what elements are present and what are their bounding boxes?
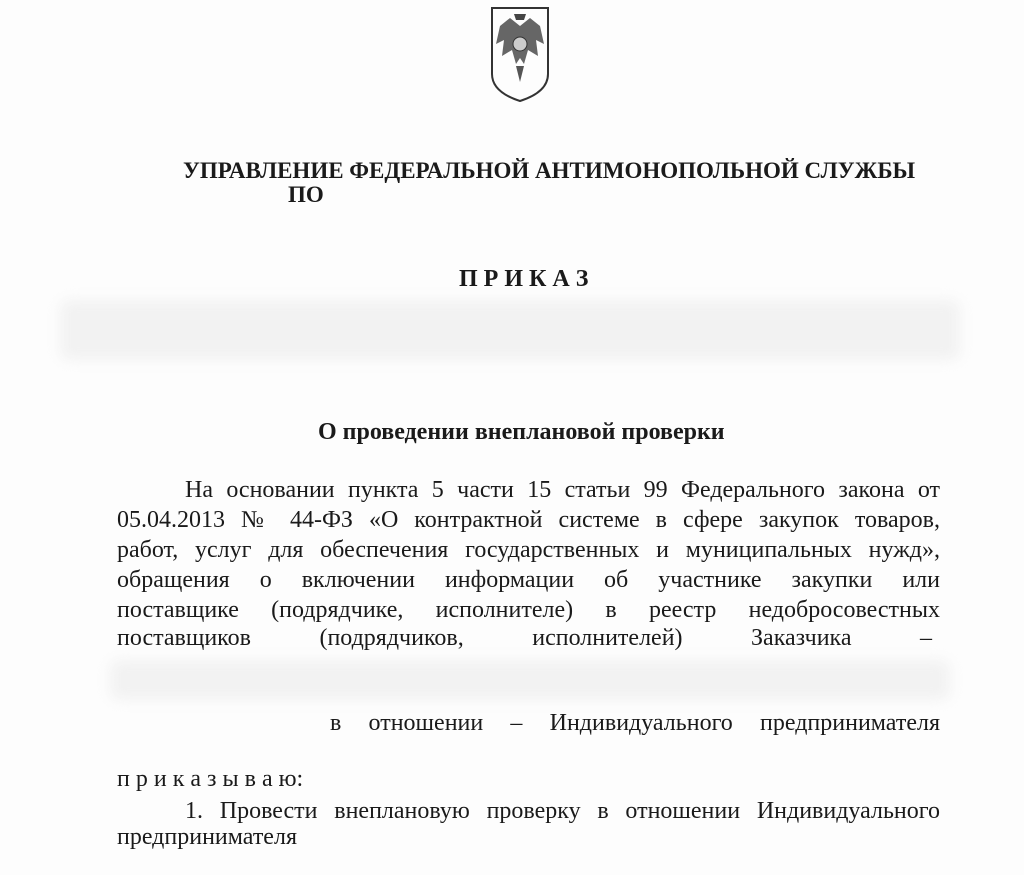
redacted-area [110,660,950,700]
body-line: поставщике (подрядчике, исполнителе) в реестр недобросовестных [117,597,940,623]
body-line: обращения о включении информации об участнике закупки или [117,567,940,593]
order-item-1: 1. Провести внеплановую проверку в отношении Индивидуального [185,798,940,824]
body-line: На основании пункта 5 части 15 статьи 99 Федерального закона от [185,477,940,503]
order-item-1-continuation: предпринимателя [117,824,297,850]
relation-line: в отношении – Индивидуального предпринимателя [330,710,940,736]
agency-region-prefix: ПО [288,182,324,207]
coat-of-arms-emblem [488,4,552,109]
body-line: поставщиков (подрядчиков, исполнителей) Заказчика – [117,625,932,651]
document-title: О проведении внеплановой проверки [318,419,725,445]
body-line: работ, услуг для обеспечения государственных и муниципальных нужд», [117,537,940,563]
order-word: п р и к а з ы в а ю: [117,766,304,792]
document-type: П Р И К А З [459,266,589,292]
redacted-area [60,300,960,360]
body-line: 05.04.2013 № 44-ФЗ «О контрактной системе в сфере закупок товаров, [117,507,940,533]
agency-name: УПРАВЛЕНИЕ ФЕДЕРАЛЬНОЙ АНТИМОНОПОЛЬНОЙ СЛУЖБЫ [183,158,916,183]
